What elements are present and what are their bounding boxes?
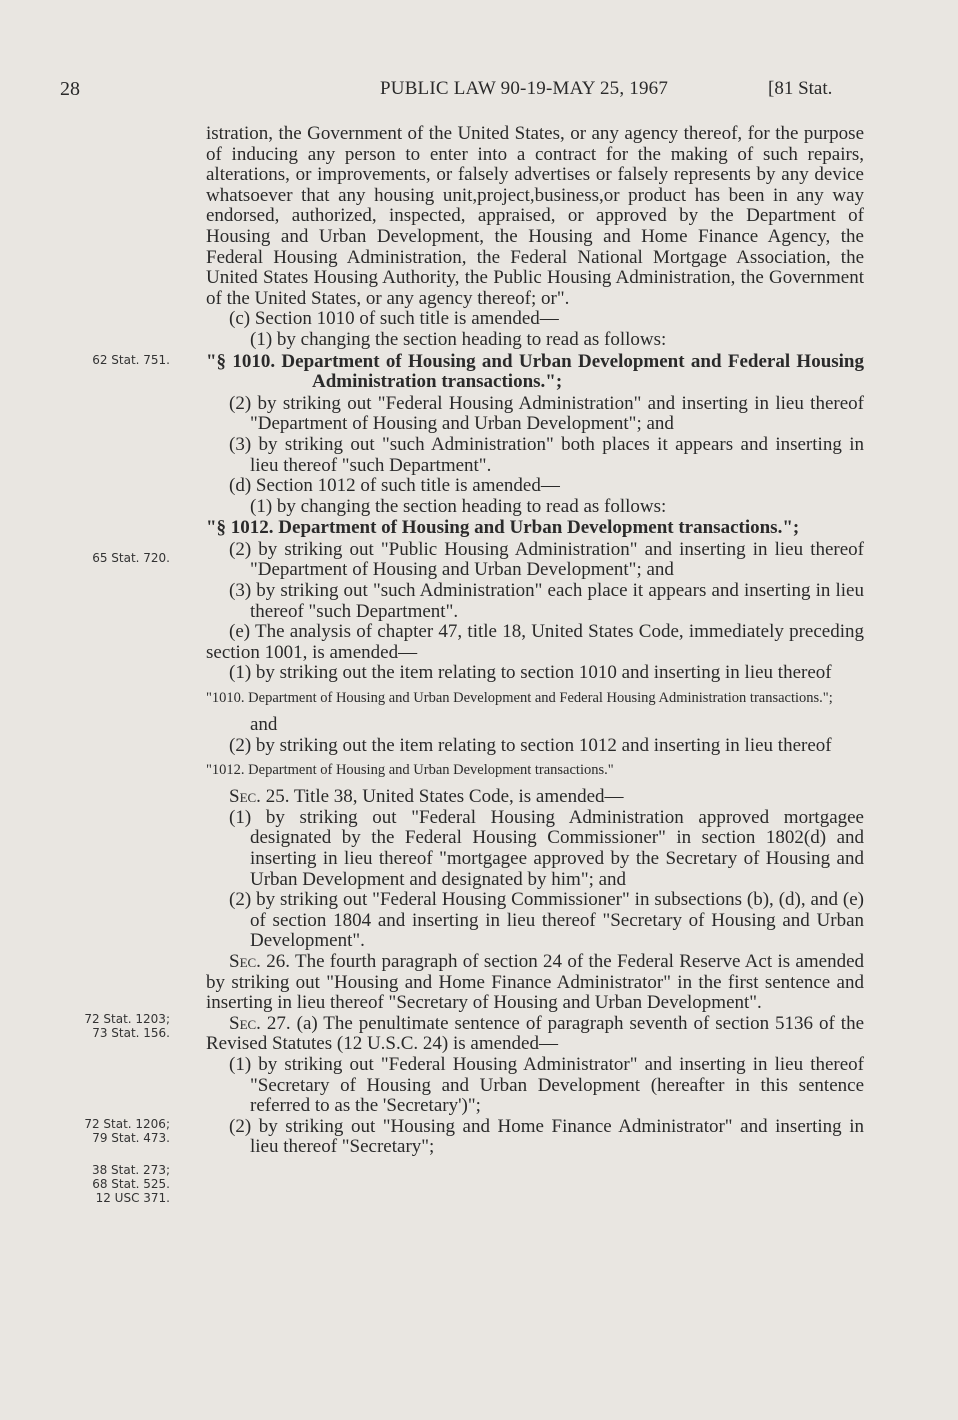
clause: (3) by striking out "such Administration" both places it appears and inserting in lieu thereof "such Department". bbox=[229, 433, 864, 476]
clause: (1) by striking out the item relating to section 1010 and inserting in lieu thereof bbox=[229, 662, 832, 684]
section-26 bbox=[206, 952, 864, 1014]
subsection-c: (c) Section 1010 of such title is amended— bbox=[229, 308, 559, 330]
paragraph: istration, the Government of the United States, or any agency thereof, for the purpose of inducing any person to enter into a contract for the making of such repairs, alterations, or improvements, or falsely advertises or falsely represents by any device whatsoever that any housing unit,project,business,or product has been in any way endorsed, authorized, inspected, appraised, or approved by the Department of Housing and Urban Development, the Housing and Home Finance Agency, the Federal Housing Administration, the Federal National Mortgage Association, the United States Housing Authority, the Public Housing Administration, the Government of the United States, or any agency thereof; or". bbox=[206, 123, 864, 309]
running-head: PUBLIC LAW 90-19-MAY 25, 1967 bbox=[380, 78, 669, 99]
page-number: 28 bbox=[60, 78, 80, 100]
section-label: Sec. bbox=[229, 950, 261, 972]
section-27 bbox=[206, 1014, 864, 1055]
margin-note: 65 Stat. 720. bbox=[92, 551, 170, 565]
margin-note: 68 Stat. 525. bbox=[92, 1177, 170, 1191]
margin-note: 73 Stat. 156. bbox=[92, 1026, 170, 1040]
subsection-d: (d) Section 1012 of such title is amended— bbox=[229, 475, 560, 497]
clause: (2) by striking out "Federal Housing Administration" and inserting in lieu thereof "Department of Housing and Urban Development"; and bbox=[229, 392, 864, 435]
margin-note: 72 Stat. 1203; bbox=[84, 1012, 170, 1026]
margin-note: 72 Stat. 1206; bbox=[84, 1117, 170, 1131]
section-text: 25. Title 38, United States Code, is amended— bbox=[265, 786, 624, 808]
margin-note: 79 Stat. 473. bbox=[92, 1131, 170, 1145]
subsection-e: (e) The analysis of chapter 47, title 18, United States Code, immediately preceding section 1001, is amended— bbox=[206, 621, 864, 663]
analysis-item: "1010. Department of Housing and Urban Development and Federal Housing Administration transactions."; bbox=[206, 690, 833, 707]
margin-note: 12 USC 371. bbox=[95, 1191, 170, 1205]
clause: (2) by striking out "Federal Housing Commissioner" in subsections (b), (d), and (e) of section 1804 and inserting in lieu thereof "Secretary of Housing and Urban Development". bbox=[229, 889, 864, 952]
section-label: Sec. bbox=[229, 1012, 261, 1034]
clause: (2) by striking out the item relating to section 1012 and inserting in lieu thereof bbox=[229, 734, 832, 756]
section-text: 27. (a) The penultimate sentence of paragraph seventh of section 5136 of the Revised Statutes (12 U.S.C. 24) is amended— bbox=[206, 1012, 865, 1055]
clause: (1) by changing the section heading to read as follows: bbox=[250, 495, 667, 517]
section-25 bbox=[206, 787, 864, 808]
section-text: 26. The fourth paragraph of section 24 of the Federal Reserve Act is amended by striking out "Housing and Home Finance Administrator" in the first sentence and inserting in lieu thereof "Secretary of Housing and Urban Development". bbox=[206, 950, 864, 1014]
statute-text bbox=[206, 124, 864, 1158]
clause: (1) by changing the section heading to read as follows: bbox=[250, 328, 667, 350]
analysis-item: "1012. Department of Housing and Urban Development transactions." bbox=[206, 762, 614, 779]
volume-citation: [81 Stat. bbox=[768, 78, 833, 99]
section-heading: "§ 1012. Department of Housing and Urban Development transactions."; bbox=[206, 517, 800, 539]
clause: (2) by striking out "Housing and Home Finance Administrator" and inserting in lieu thereof "Secretary"; bbox=[229, 1115, 864, 1158]
clause: (1) by striking out "Federal Housing Administrator" and inserting in lieu thereof "Secretary of Housing and Urban Development (hereafter in this sentence referred to as the 'Secretary')"; bbox=[229, 1053, 864, 1117]
clause: (3) by striking out "such Administration" each place it appears and inserting in lieu thereof "such Department". bbox=[229, 580, 864, 622]
conjunction: and bbox=[250, 714, 278, 736]
section-label: Sec. bbox=[229, 786, 261, 808]
margin-notes bbox=[0, 0, 190, 1420]
section-heading: "§ 1010. Department of Housing and Urban Development and Federal Housing Administration transactions."; bbox=[206, 350, 864, 393]
margin-note: 62 Stat. 751. bbox=[92, 353, 170, 367]
clause: (1) by striking out "Federal Housing Administration approved mortgagee designated by the Federal Housing Commissioner" in section 1802(d) and inserting in lieu thereof "mortgagee approved by the Secretary of Housing and Urban Development and designated by him"; and bbox=[229, 806, 864, 890]
clause: (2) by striking out "Public Housing Administration" and inserting in lieu thereof "Department of Housing and Urban Development"; and bbox=[229, 538, 864, 581]
margin-note: 38 Stat. 273; bbox=[91, 1163, 170, 1177]
